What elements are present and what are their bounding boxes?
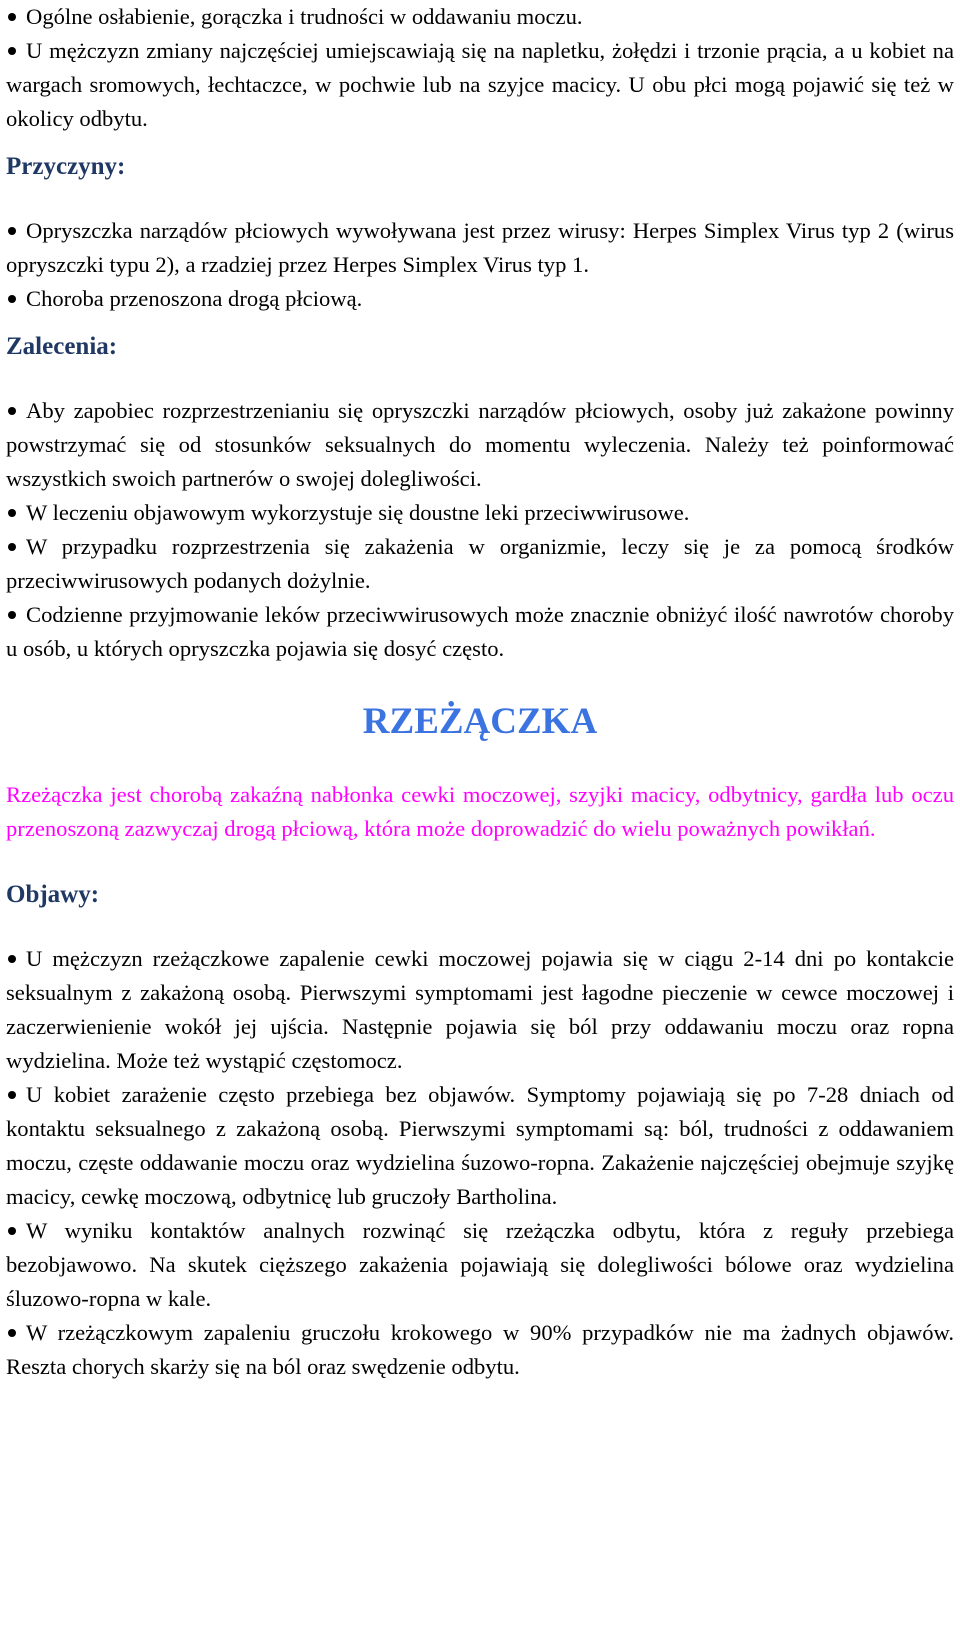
list-item bbox=[6, 1078, 954, 1214]
list-item-text: U mężczyzn zmiany najczęściej umiejscawiają się na napletku, żołędzi i trzonie prącia, a u kobiet na wargach sromowych, łechtaczce, w pochwie lub na szyjce macicy. U obu płci mogą pojawić się też w okolicy odbytu. bbox=[6, 38, 954, 131]
bullet-icon bbox=[8, 13, 16, 21]
bullet-icon bbox=[8, 47, 16, 55]
list-item bbox=[6, 282, 954, 316]
bullet-icon bbox=[8, 611, 16, 619]
bullet-icon bbox=[8, 1329, 16, 1337]
spacer bbox=[6, 316, 960, 330]
spacer bbox=[6, 744, 960, 778]
bullet-icon bbox=[8, 1227, 16, 1235]
list-item bbox=[6, 598, 954, 666]
list-item bbox=[6, 942, 954, 1078]
bullet-icon bbox=[8, 407, 16, 415]
list-item bbox=[6, 0, 954, 34]
bullet-icon bbox=[8, 543, 16, 551]
spacer bbox=[6, 912, 960, 942]
list-item-text: Aby zapobiec rozprzestrzenianiu się opryszczki narządów płciowych, osoby już zakażone powinny powstrzymać się od stosunków seksualnych do momentu wyleczenia. Należy też poinformować wszystkich swoich partnerów o swojej dolegliwości. bbox=[6, 398, 954, 491]
section-heading-zalecenia: Zalecenia: bbox=[6, 333, 118, 360]
list-item bbox=[6, 34, 954, 136]
bullet-icon bbox=[8, 295, 16, 303]
bullet-icon bbox=[8, 509, 16, 517]
list-item-text: W leczeniu objawowym wykorzystuje się doustne leki przeciwwirusowe. bbox=[26, 500, 690, 525]
list-item-text: Opryszczka narządów płciowych wywoływana jest przez wirusy: Herpes Simplex Virus typ 2 (wirus opryszczki typu 2), a rzadziej przez Herpes Simplex Virus typ 1. bbox=[6, 218, 954, 277]
spacer bbox=[6, 846, 960, 878]
intro-paragraph: Rzeżączka jest chorobą zakaźną nabłonka cewki moczowej, szyjki macicy, odbytnicy, gardła lub oczu przenoszoną zazwyczaj drogą płciową, która może doprowadzić do wielu poważnych powikłań. bbox=[6, 782, 954, 841]
list-item-text: W przypadku rozprzestrzenia się zakażenia w organizmie, leczy się je za pomocą środków przeciwwirusowych podanych dożylnie. bbox=[6, 534, 954, 593]
spacer bbox=[6, 184, 960, 214]
list-item-text: U kobiet zarażenie często przebiega bez objawów. Symptomy pojawiają się po 7-28 dniach od kontaktu seksualnego z zakażoną osobą. Pierwszymi symptomami są: ból, trudności z oddawaniem moczu, częste oddawanie moczu oraz wydzielina śuzowo-ropna. Zakażenie najczęściej obejmuje szyjkę macicy, cewkę moczową, odbytnicę lub gruczoły Bartholina. bbox=[6, 1082, 954, 1209]
list-item bbox=[6, 1214, 954, 1316]
bullet-icon bbox=[8, 227, 16, 235]
list-item bbox=[6, 214, 954, 282]
bullet-icon bbox=[8, 955, 16, 963]
section-heading-przyczyny: Przyczyny: bbox=[6, 153, 126, 180]
list-item bbox=[6, 1316, 954, 1384]
spacer bbox=[6, 364, 960, 394]
section-title: RZEŻĄCZKA bbox=[362, 701, 598, 742]
bullet-icon bbox=[8, 1091, 16, 1099]
list-item-text: U mężczyzn rzeżączkowe zapalenie cewki moczowej pojawia się w ciągu 2-14 dni po kontakcie seksualnym z zakażoną osobą. Pierwszymi symptomami jest łagodne pieczenie w cewce moczowej i zaczerwienienie wokół jej ujścia. Następnie pojawia się ból przy oddawaniu moczu oraz ropna wydzielina. Może też wystąpić częstomocz. bbox=[6, 946, 954, 1073]
section-heading-objawy: Objawy: bbox=[6, 881, 100, 908]
list-item bbox=[6, 496, 954, 530]
list-item-text: Codzienne przyjmowanie leków przeciwwirusowych może znacznie obniżyć ilość nawrotów choroby u osób, u których opryszczka pojawia się dosyć często. bbox=[6, 602, 954, 661]
list-item-text: Choroba przenoszona drogą płciową. bbox=[26, 286, 363, 311]
list-item-text: Ogólne osłabienie, gorączka i trudności w oddawaniu moczu. bbox=[26, 4, 583, 29]
list-item bbox=[6, 394, 954, 496]
list-item-text: W wyniku kontaktów analnych rozwinąć się rzeżączka odbytu, która z reguły przebiega bezobjawowo. Na skutek cięższego zakażenia pojawiają się dolegliwości bólowe oraz wydzielina śluzowo-ropna w kale. bbox=[6, 1218, 954, 1311]
spacer bbox=[6, 136, 960, 150]
list-item-text: W rzeżączkowym zapaleniu gruczołu krokowego w 90% przypadków nie ma żadnych objawów. Reszta chorych skarży się na ból oraz swędzenie odbytu. bbox=[6, 1320, 954, 1379]
spacer bbox=[6, 666, 960, 700]
list-item bbox=[6, 530, 954, 598]
